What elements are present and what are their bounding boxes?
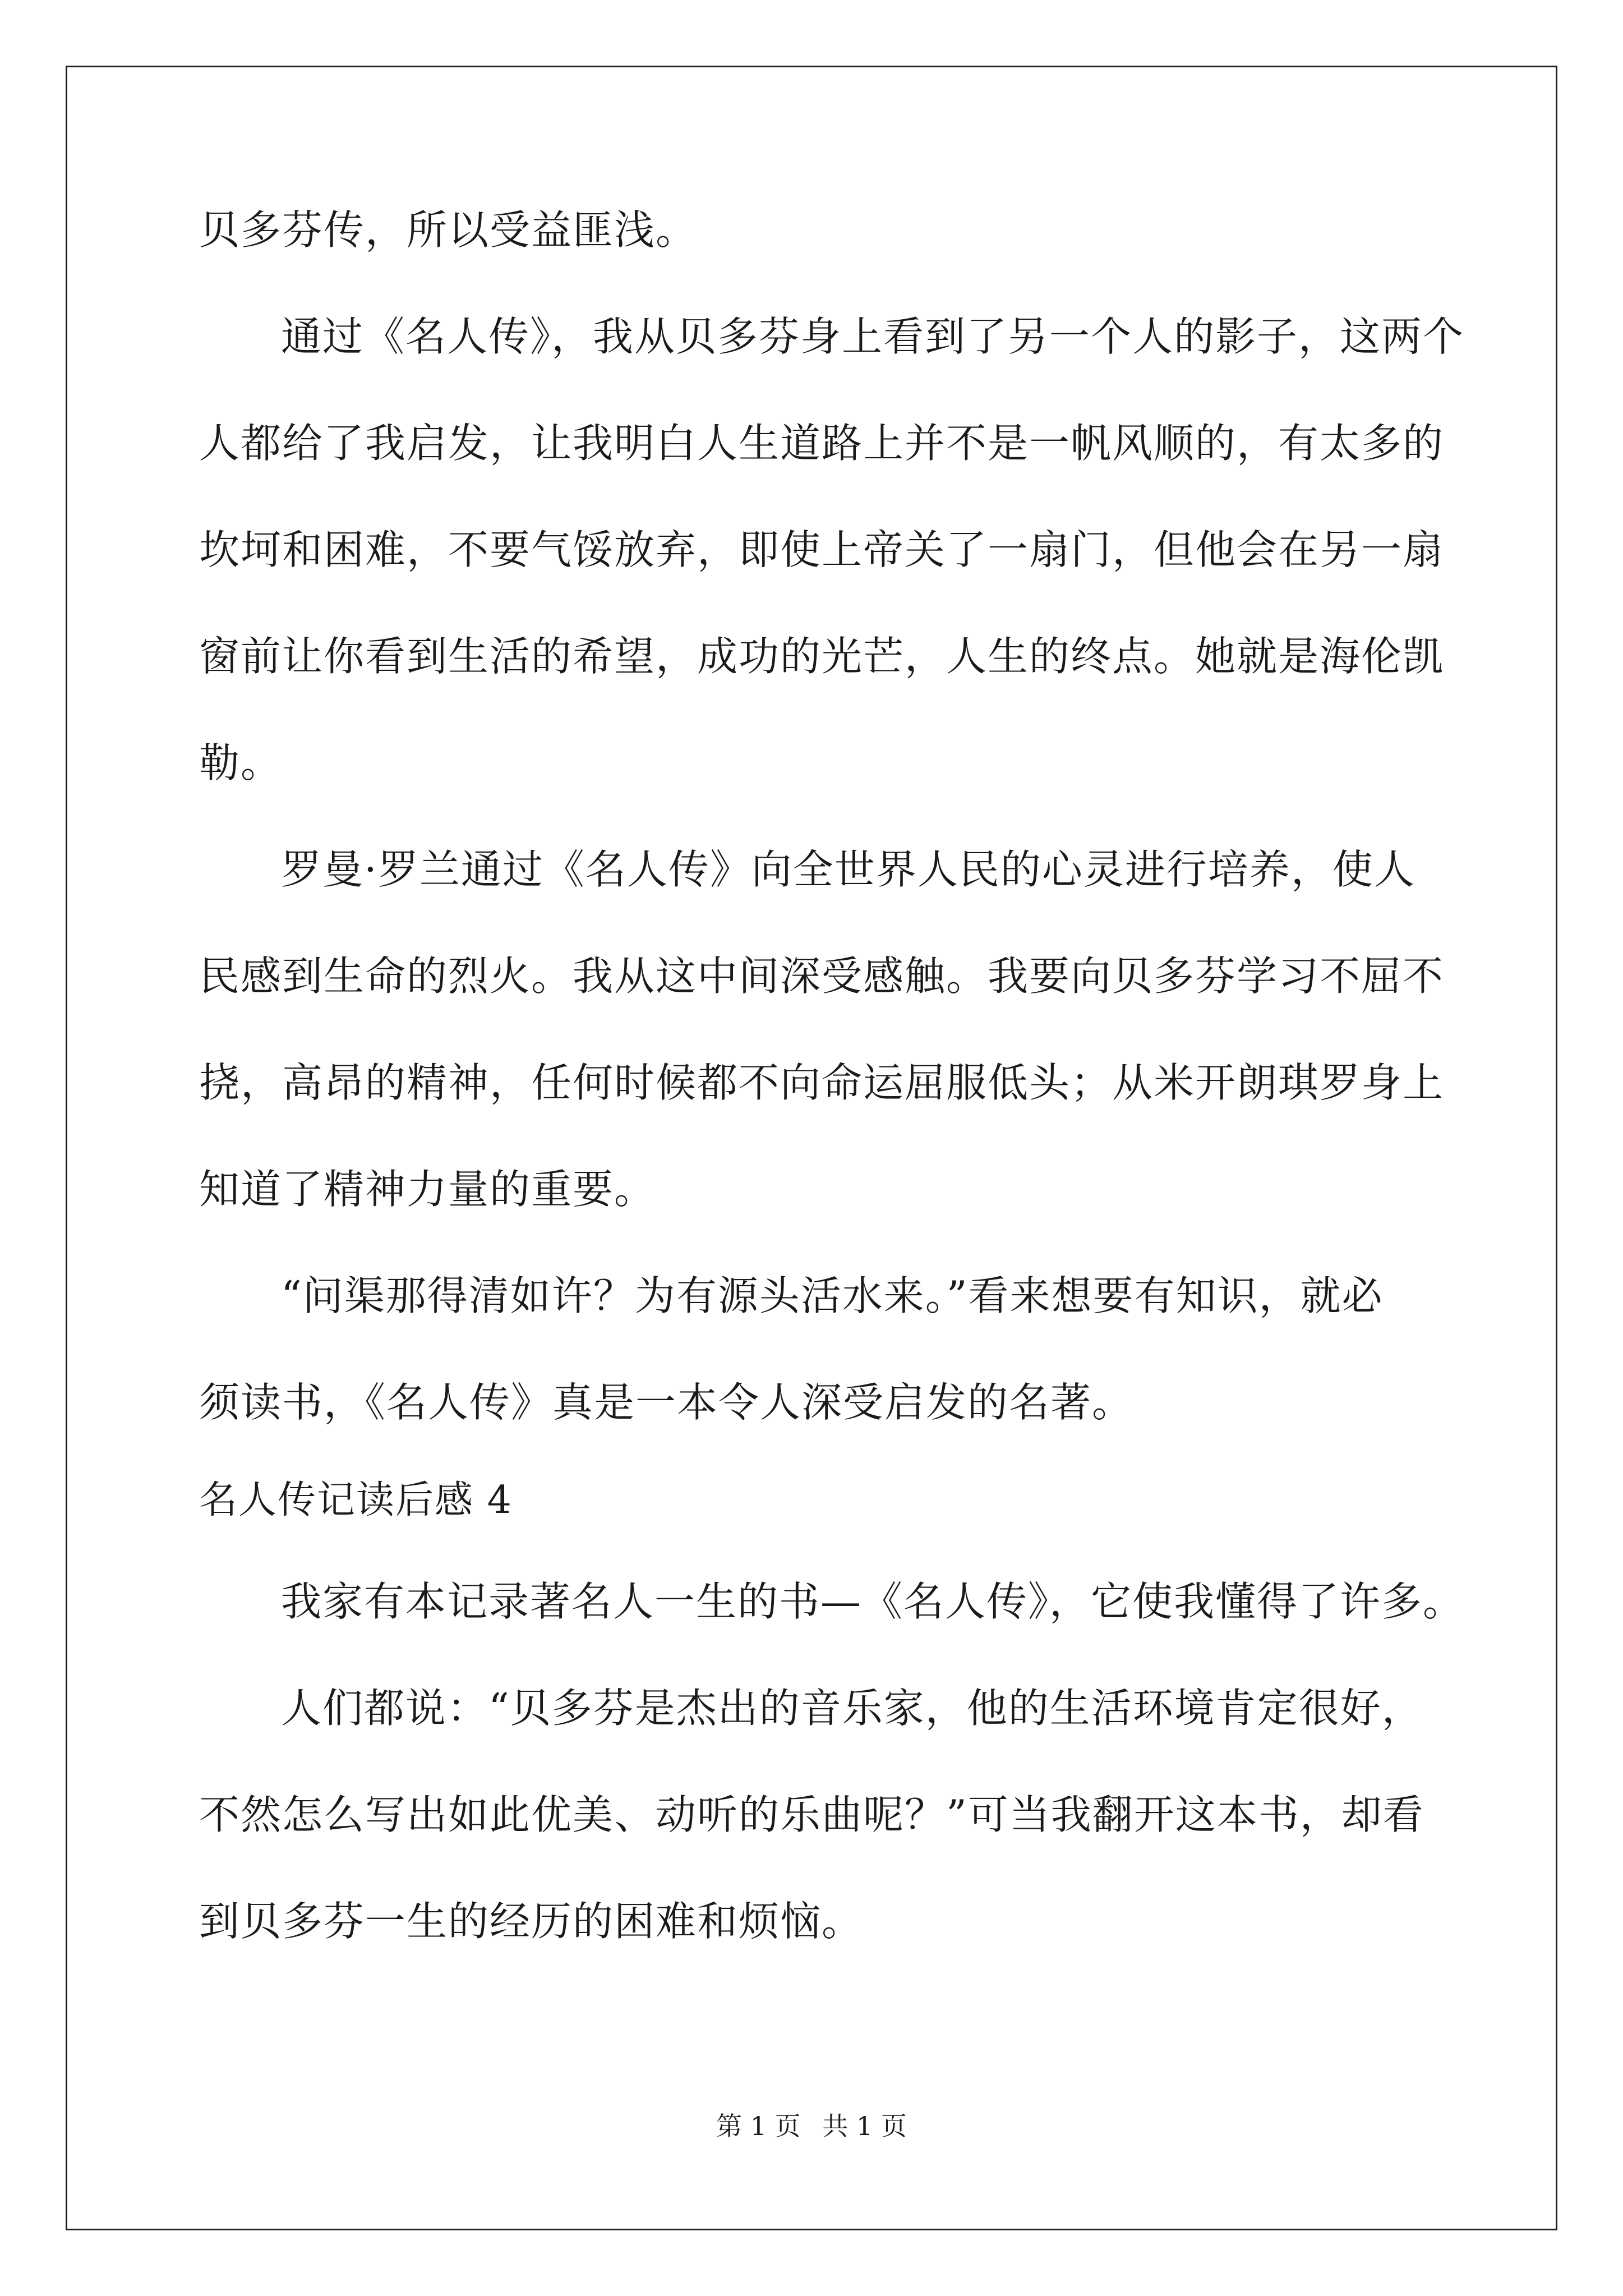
text-line: 到贝多芬一生的经历的困难和烦恼。 (199, 1898, 864, 1945)
text-line: 挠，高昂的精神，任何时候都不向命运屈服低头；从米开朗琪罗身上 (199, 1059, 1445, 1106)
page-number: 第 1 页 (716, 2111, 801, 2141)
page-footer (0, 2109, 1623, 2143)
section-heading: 名人传记读后感 4 (199, 1478, 513, 1522)
paragraph-line: 人们都说：“贝多芬是杰出的音乐家，他的生活环境肯定很好， (281, 1685, 1423, 1732)
text-line: 不然怎么写出如此优美、动听的乐曲呢？”可当我翻开这本书，却看 (199, 1791, 1424, 1838)
text-line: 须读书，《名人传》真是一本令人深受启发的名著。 (199, 1379, 1134, 1426)
text-line: 知道了精神力量的重要。 (199, 1166, 656, 1213)
paragraph-line: “问渠那得清如许？为有源头活水来。”看来想要有知识，就必 (281, 1272, 1384, 1319)
page-total: 共 1 页 (822, 2111, 907, 2141)
text-line: 窗前让你看到生活的希望，成功的光芒，人生的终点。她就是海伦凯 (199, 633, 1445, 680)
text-line: 勒。 (199, 739, 283, 786)
paragraph-line: 我家有本记录著名人一生的书—《名人传》，它使我懂得了许多。 (281, 1578, 1465, 1625)
paragraph-line: 通过《名人传》，我从贝多芬身上看到了另一个人的影子，这两个 (281, 313, 1465, 360)
text-line: 坎坷和困难，不要气馁放弃，即使上帝关了一扇门，但他会在另一扇 (199, 526, 1445, 573)
text-line: 贝多芬传，所以受益匪浅。 (199, 206, 698, 254)
paragraph-line: 罗曼·罗兰通过《名人传》向全世界人民的心灵进行培养，使人 (281, 846, 1415, 893)
text-line: 民感到生命的烈火。我从这中间深受感触。我要向贝多芬学习不屈不 (199, 953, 1445, 1000)
text-line: 人都给了我启发，让我明白人生道路上并不是一帆风顺的，有太多的 (199, 420, 1445, 467)
